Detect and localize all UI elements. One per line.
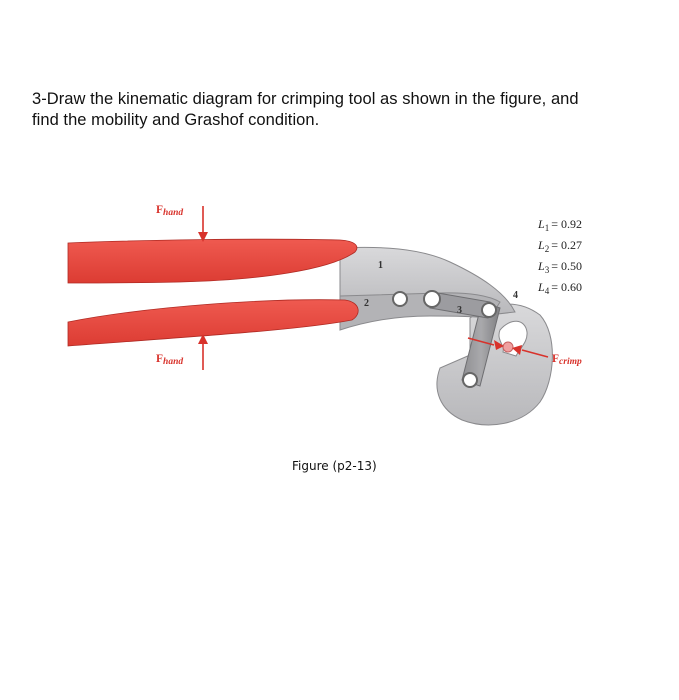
problem-line-1: 3-Draw the kinematic diagram for crimping tool as shown in the figure, and xyxy=(32,90,579,108)
pin-1 xyxy=(393,292,407,306)
upper-handle xyxy=(68,239,357,283)
length-l2: $L_2 = 0.27$ xyxy=(538,238,582,254)
problem-line-2: find the mobility and Grashof condition. xyxy=(32,111,320,129)
pin-3 xyxy=(482,303,496,317)
label-f-hand-top: Fhand xyxy=(156,204,184,218)
link-number-1: 1 xyxy=(378,260,383,271)
link-number-3: 3 xyxy=(457,305,462,316)
figure-caption: Figure (p2-13) xyxy=(292,459,377,473)
label-f-crimp: Fcrimp xyxy=(552,353,582,367)
link-number-4: 4 xyxy=(513,290,518,301)
length-l3: $L_3 = 0.50$ xyxy=(538,259,582,275)
label-f-hand-bottom: Fhand xyxy=(156,353,184,367)
pin-2 xyxy=(424,291,440,307)
length-l1: $L_1 = 0.92$ xyxy=(538,217,582,233)
crimp-piece xyxy=(503,342,513,352)
link-number-2: 2 xyxy=(364,298,369,309)
pin-4 xyxy=(463,373,477,387)
length-list xyxy=(537,217,582,296)
length-l4: $L_4 = 0.60$ xyxy=(538,280,582,296)
lower-handle xyxy=(68,300,358,346)
